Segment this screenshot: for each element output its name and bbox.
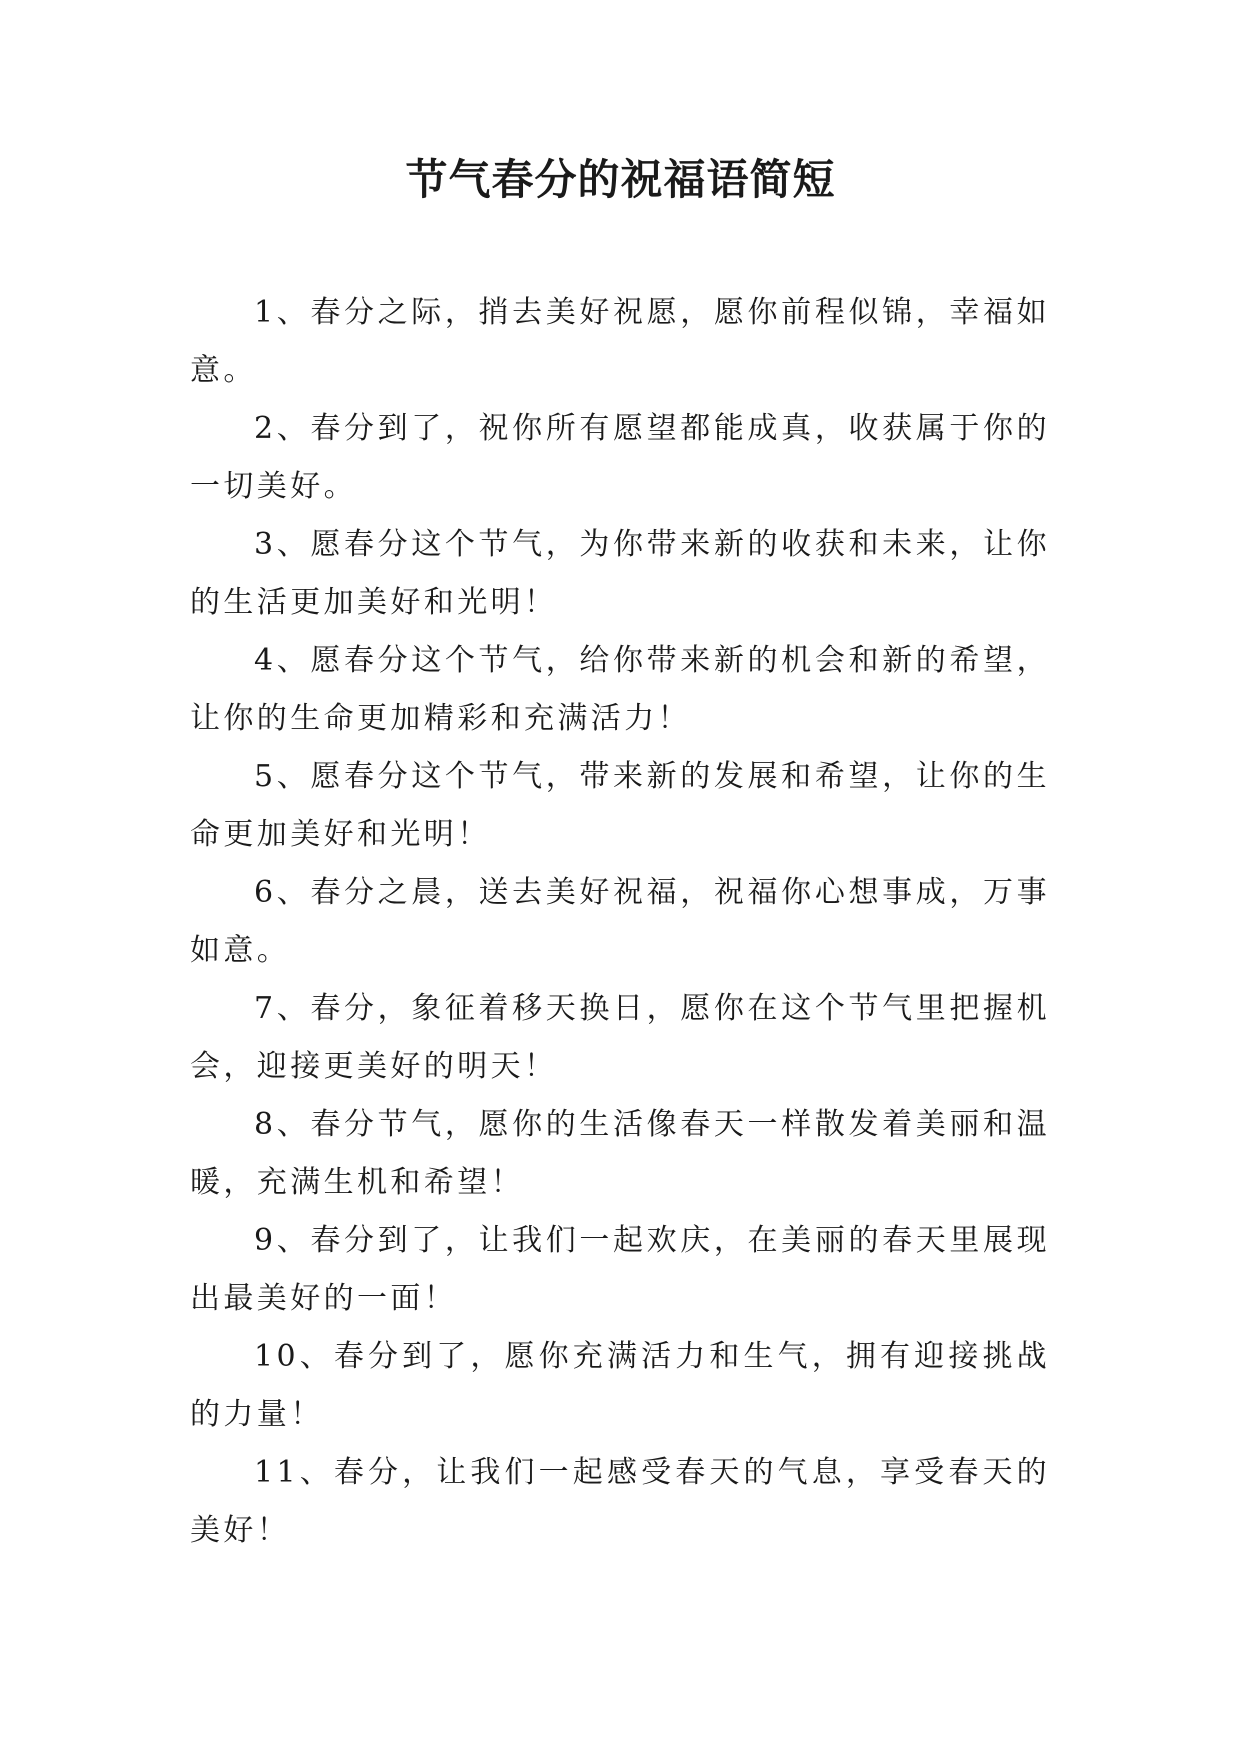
blessing-item-4: 4、愿春分这个节气，给你带来新的机会和新的希望，让你的生命更加精彩和充满活力！ (190, 643, 1050, 736)
blessing-item-7: 7、春分，象征着移天换日，愿你在这个节气里把握机会，迎接更美好的明天！ (190, 991, 1050, 1084)
blessing-item-9: 9、春分到了，让我们一起欢庆，在美丽的春天里展现出最美好的一面！ (190, 1223, 1050, 1316)
blessing-item-5: 5、愿春分这个节气，带来新的发展和希望，让你的生命更加美好和光明！ (190, 759, 1050, 852)
blessing-item-2: 2、春分到了，祝你所有愿望都能成真，收获属于你的一切美好。 (190, 411, 1050, 504)
blessing-item-3: 3、愿春分这个节气，为你带来新的收获和未来，让你的生活更加美好和光明！ (190, 527, 1050, 620)
document-title: 节气春分的祝福语简短 (405, 155, 836, 204)
blessing-item-6: 6、春分之晨，送去美好祝福，祝福你心想事成，万事如意。 (190, 875, 1050, 968)
blessing-item-1: 1、春分之际，捎去美好祝愿，愿你前程似锦，幸福如意。 (190, 295, 1050, 388)
document-body (190, 284, 1050, 1560)
blessing-item-10: 10、春分到了，愿你充满活力和生气，拥有迎接挑战的力量！ (190, 1339, 1050, 1432)
blessing-item-11: 11、春分，让我们一起感受春天的气息，享受春天的美好！ (190, 1455, 1050, 1548)
blessing-item-8: 8、春分节气，愿你的生活像春天一样散发着美丽和温暖，充满生机和希望！ (190, 1107, 1050, 1200)
